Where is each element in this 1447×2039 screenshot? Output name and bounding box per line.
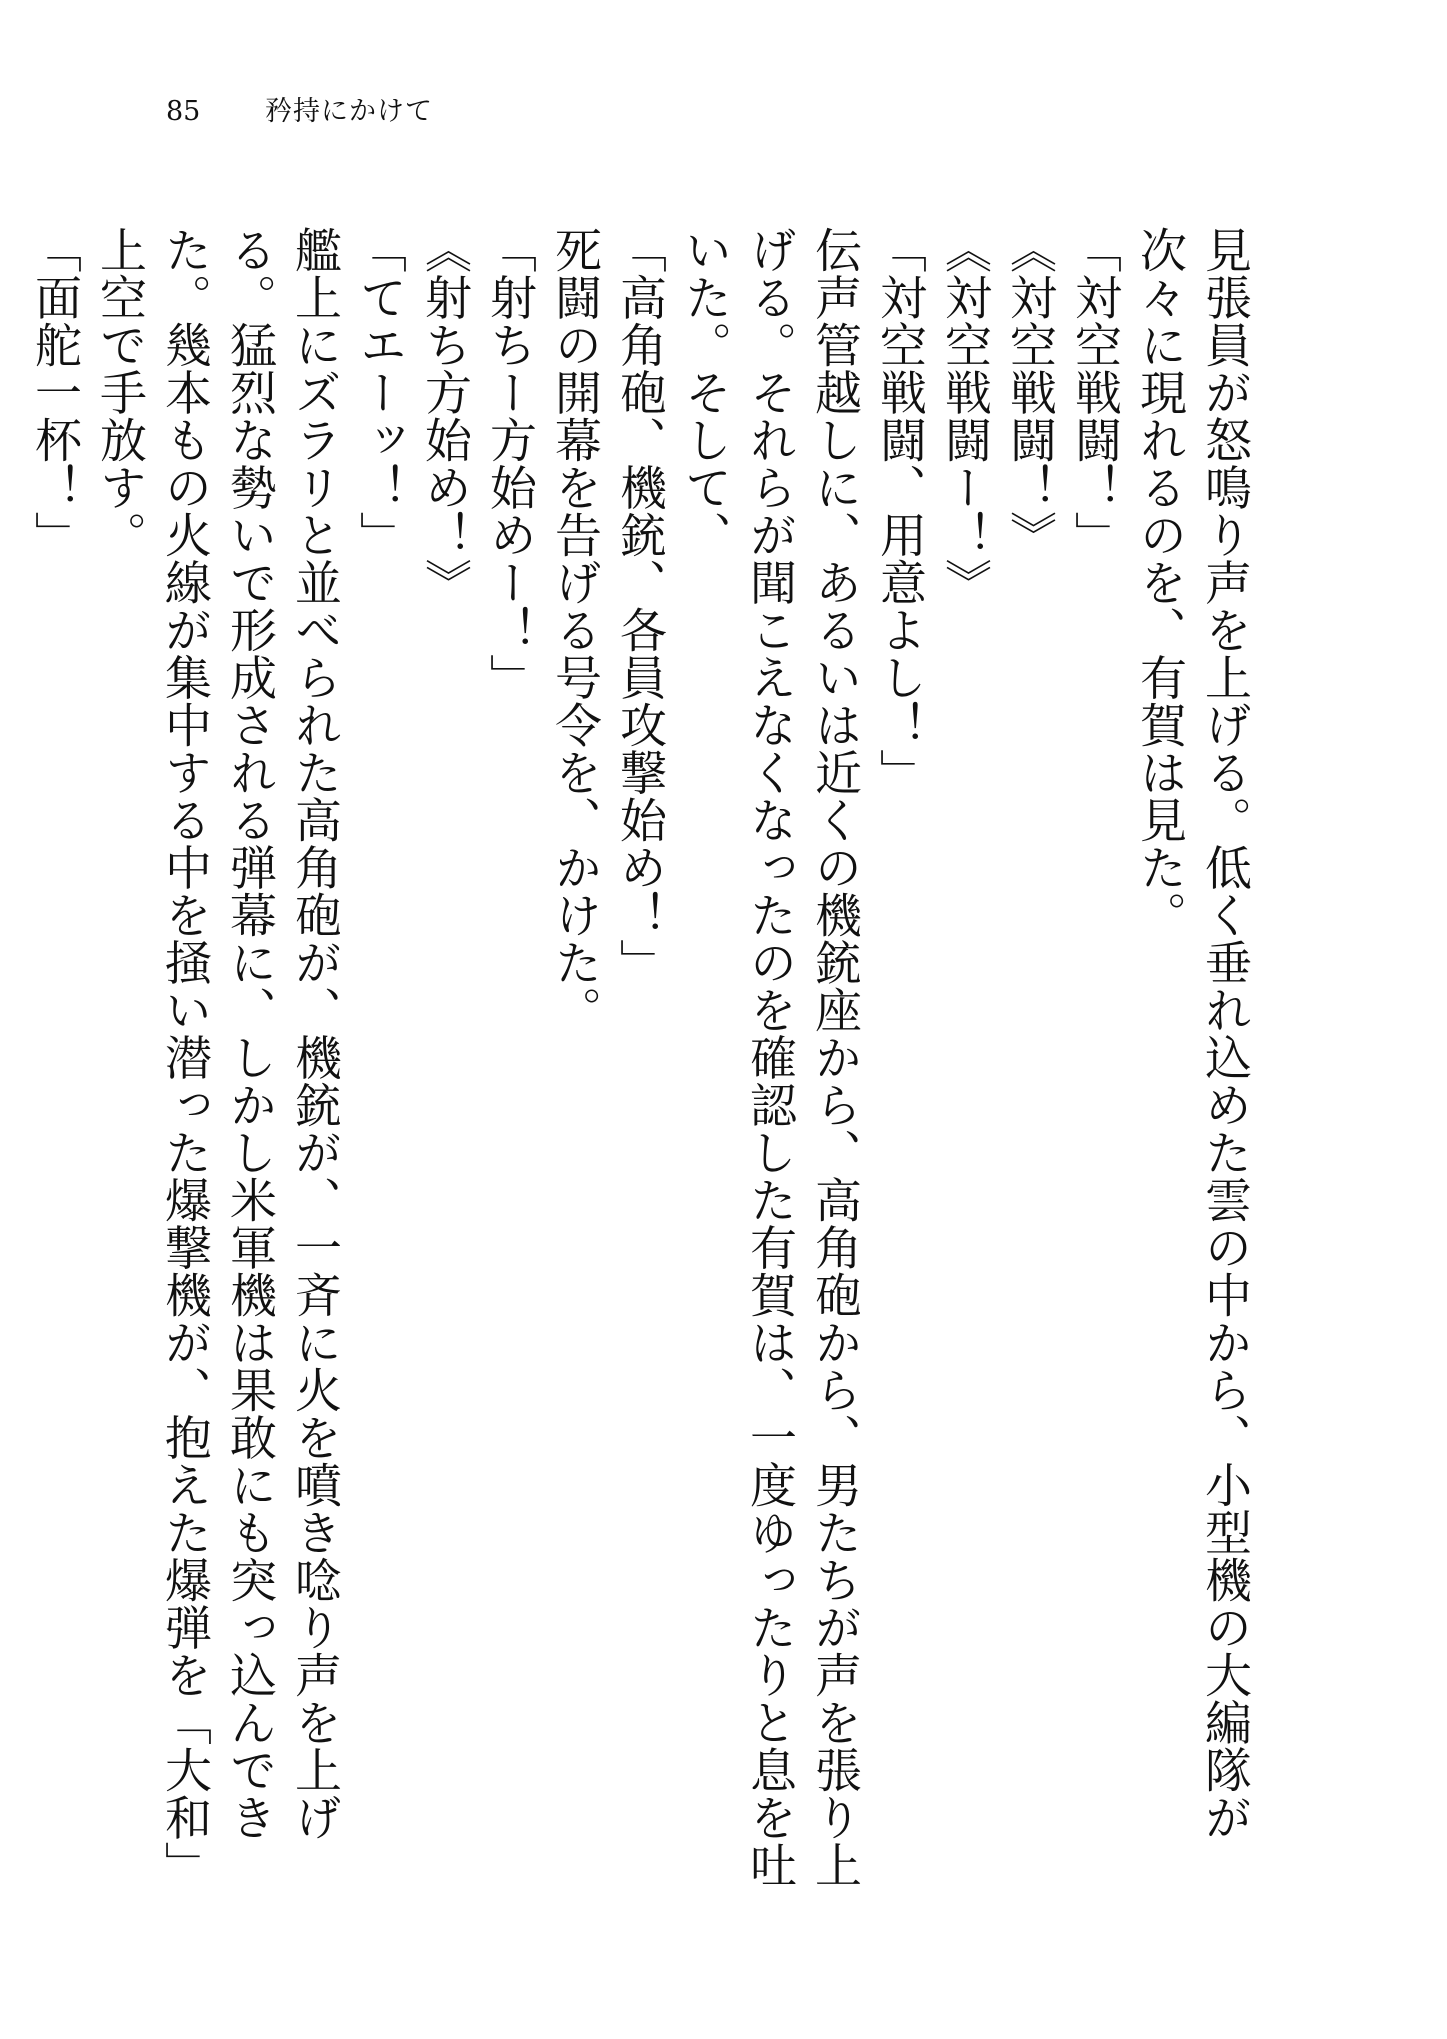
paragraph: 《対空戦闘！》 [1002, 226, 1057, 559]
page-number: 85 [166, 96, 201, 127]
paragraph: 死闘の開幕を告げる号令を、かけた。 [547, 226, 602, 1034]
page-header [0, 92, 1447, 132]
paragraph: 《射ち方始め！》 [417, 226, 472, 606]
body-text [22, 226, 1257, 1926]
paragraph: 艦上にズラリと並べられた高角砲が、機銃が、一斉に火を噴き唸り声を上げる。猛烈な勢いで形成される弾幕に、しかし米軍機は果敢にも突っ込んできた。幾本もの火線が集中する中を掻い潜った爆撃機が、抱えた爆弾を「大和」上空で手放す。 [92, 226, 342, 1889]
paragraph: 「対空戦闘、用意よし！」 [872, 226, 927, 796]
paragraph: 伝声管越しに、あるいは近くの機銃座から、高角砲から、男たちが声を張り上げる。それらが聞こえなくなったのを確認した有賀は、一度ゆったりと息を吐いた。そして、 [677, 226, 862, 1889]
paragraph: 「射ちー方始めー！」 [482, 226, 537, 701]
chapter-title: 矜持にかけて [265, 96, 433, 127]
paragraph: 「対空戦闘！」 [1067, 226, 1122, 559]
paragraph: 「高角砲、機銃、各員攻撃始め！」 [612, 226, 667, 986]
paragraph: 見張員が怒鳴り声を上げる。低く垂れ込めた雲の中から、小型機の大編隊が次々に現れるのを、有賀は見た。 [1132, 226, 1252, 1841]
paragraph: 《対空戦闘ー！》 [937, 226, 992, 606]
paragraph: 「てエーッ！」 [352, 226, 407, 559]
paragraph: 「面舵一杯！」 [27, 226, 82, 559]
